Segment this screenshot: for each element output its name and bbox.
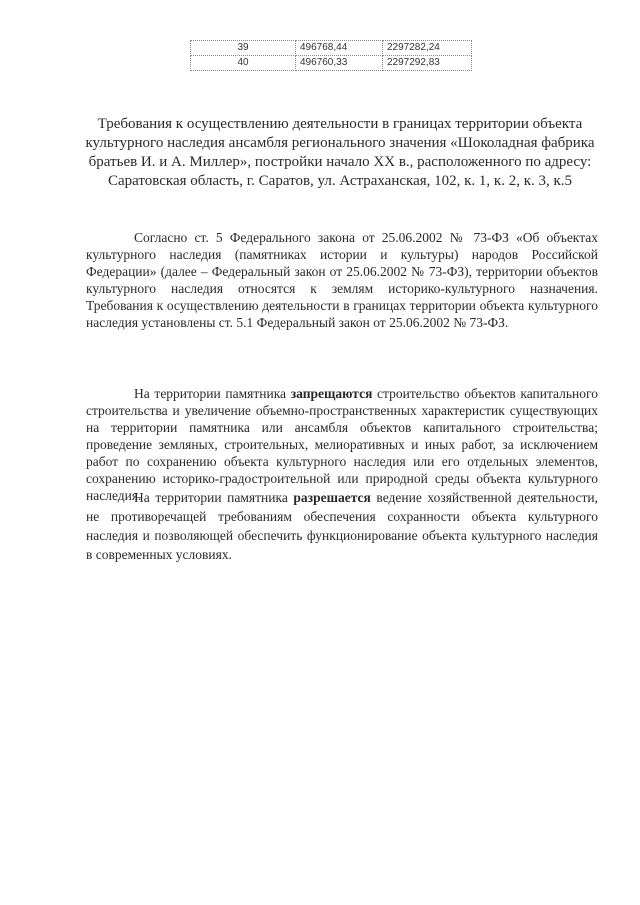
paragraph-prefix: На территории памятника	[134, 386, 291, 401]
paragraph-prohibitions	[86, 385, 598, 504]
paragraph-prefix: На территории памятника	[134, 490, 294, 505]
point-number: 40	[191, 56, 296, 71]
emphasis-permitted: разрешается	[293, 490, 371, 505]
paragraph-body: ведение хозяйственной деятельности, не противоречащей требованиям обеспечения сохранности объекта культурного наследия и позволяющей обеспечить функционирование объекта культурного наследия в современных условиях.	[86, 490, 598, 562]
document-title: Требования к осуществлению деятельности в границах территории объекта культурного наследия ансамбля регионального значения «Шоколадная фабрика братьев И. и А. Миллер», постройки начало XX в., расположенного по адресу: Саратовская область, г. Саратов, ул. Астраханская, 102, к. 1, к. 2, к. 3, к.5	[85, 116, 595, 189]
paragraph-legal-basis: Согласно ст. 5 Федерального закона от 25.06.2002 № 73-ФЗ «Об объектах культурного наследия (памятниках истории и культуры) народов Российской Федерации» (далее – Федеральный закон от 25.06.2002 № 73-ФЗ), территории объектов культурного наследия относятся к землям историко-культурного назначения. Требования к осуществлению деятельности в границах территории объекта культурного наследия установлены ст. 5.1 Федеральный закон от 25.06.2002 № 73-ФЗ.	[86, 230, 598, 330]
paragraph-permissions	[86, 488, 598, 564]
point-number: 39	[191, 41, 296, 56]
coordinates-table	[190, 40, 472, 71]
table-row	[191, 56, 472, 71]
coordinate-y: 2297282,24	[383, 41, 472, 56]
emphasis-prohibited: запрещаются	[290, 386, 373, 401]
coordinate-x: 496760,33	[296, 56, 383, 71]
coordinate-x: 496768,44	[296, 41, 383, 56]
paragraph-body: строительство объектов капитального строительства и увеличение объемно-пространственных характеристик существующих на территории памятника или ансамбля объектов капитального строительства; проведение земляных, строительных, мелиоративных и иных работ, за исключением работ по сохранению объекта культурного наследия или его отдельных элементов, сохранению историко-градостроительной или природной среды объекта культурного наследия.	[86, 386, 598, 503]
coordinate-y: 2297292,83	[383, 56, 472, 71]
table-row	[191, 41, 472, 56]
